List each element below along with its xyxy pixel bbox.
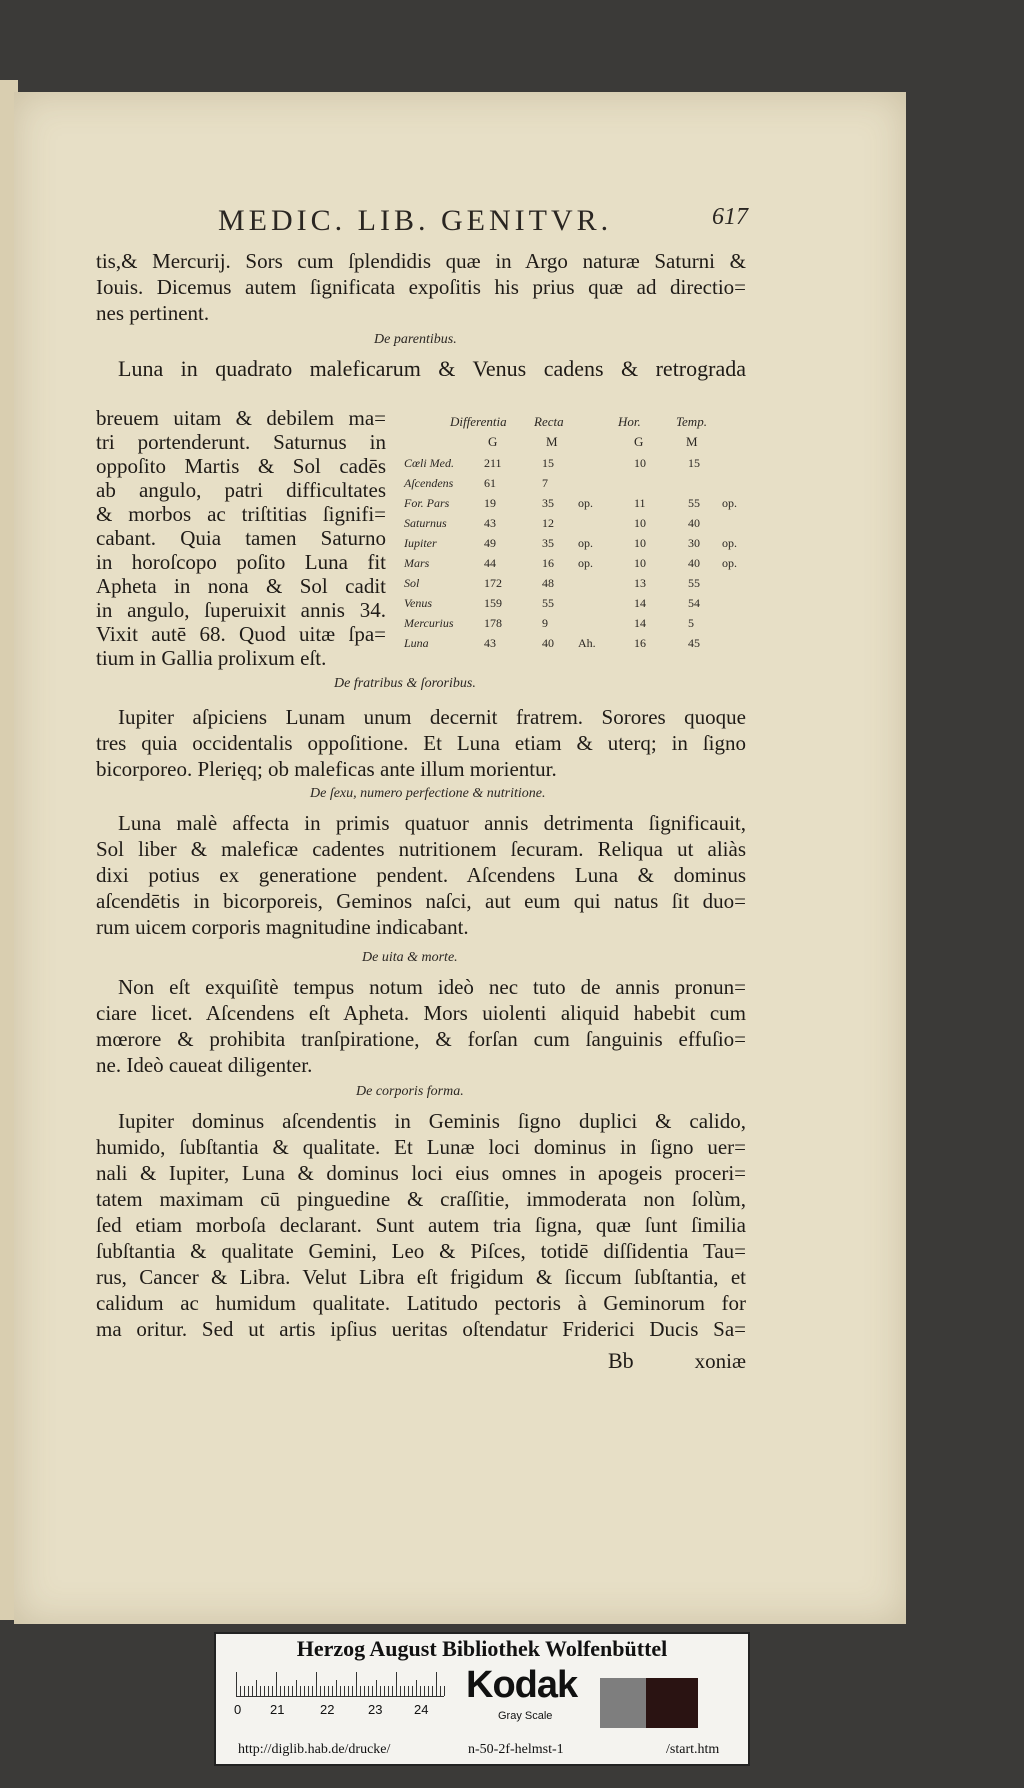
vita-paragraph xyxy=(96,974,746,1078)
table-row xyxy=(400,616,748,636)
table-cell: 19 xyxy=(484,496,496,510)
text-line: Luna in quadrato maleficarum & Venus cadens & retrograda xyxy=(118,356,746,381)
ruler-tick xyxy=(400,1686,401,1696)
table-header-temp: Temp. xyxy=(676,414,707,429)
ruler-tick xyxy=(244,1686,245,1696)
table-cell: 11 xyxy=(634,496,646,510)
ruler-tick xyxy=(436,1672,437,1696)
ruler-number: 23 xyxy=(368,1702,383,1717)
table-row xyxy=(400,496,748,516)
table-cell: 13 xyxy=(634,576,646,590)
text-line: Iupiter dominus aſcendentis in Geminis ſigno duplici & calido, xyxy=(118,1109,746,1133)
unit-label: M xyxy=(686,434,698,449)
ruler-tick xyxy=(296,1680,297,1696)
ruler-tick xyxy=(404,1686,405,1696)
text-line: Iupiter aſpiciens Lunam unum decernit fratrem. Sorores quoque xyxy=(118,705,746,729)
running-head xyxy=(218,204,748,238)
ruler-tick xyxy=(396,1672,397,1696)
table-cell: op. xyxy=(578,536,593,550)
ruler-tick xyxy=(336,1680,337,1696)
ruler-tick xyxy=(392,1686,393,1696)
text-line: Non eſt exquiſitè tempus notum ideò nec tuto de annis pronun= xyxy=(118,975,746,999)
text-line: tri portenderunt. Saturnus in xyxy=(96,430,386,454)
section-heading-fratribus: De fratribus & ſororibus. xyxy=(334,676,476,691)
gray-patch xyxy=(600,1678,646,1728)
text-line: in horoſcopo poſito Luna fit xyxy=(96,550,386,574)
table-cell: 55 xyxy=(688,496,700,510)
ruler-tick xyxy=(320,1686,321,1696)
page-number: 617 xyxy=(712,204,748,230)
text-line: rum uicem corporis magnitudine indicabant. xyxy=(96,915,469,939)
table-row xyxy=(400,476,748,496)
page-title: MEDIC. LIB. GENITVR. xyxy=(218,204,613,237)
text-line: in angulo, ſuperuixit annis 34. xyxy=(96,598,386,622)
table-cell: 10 xyxy=(634,516,646,530)
text-line: aſcendētis in bicorporeis, Geminos naſci, aut eum qui natus ſit duo= xyxy=(96,889,746,913)
table-cell: 43 xyxy=(484,636,496,650)
table-cell: Aſcendens xyxy=(404,476,454,490)
table-row xyxy=(400,456,748,476)
table-row xyxy=(400,556,748,576)
table-header-differentia: Differentia xyxy=(450,414,507,429)
table-row xyxy=(400,636,748,656)
table-header-recta: Recta xyxy=(534,414,564,429)
table-cell: Sol xyxy=(404,576,420,590)
ruler-tick xyxy=(412,1686,413,1696)
table-cell: 54 xyxy=(688,596,700,610)
library-name: Herzog August Bibliothek Wolfenbüttel xyxy=(296,1636,668,1661)
ruler-tick xyxy=(408,1686,409,1696)
text-line: ciare licet. Aſcendens eſt Apheta. Mors uiolenti aliquid habebit cum xyxy=(96,1001,746,1025)
text-line: nali & Iupiter, Luna & dominus loci eius omnes in apogeis proceri= xyxy=(96,1161,746,1185)
ruler-tick xyxy=(372,1686,373,1696)
ruler-tick xyxy=(260,1686,261,1696)
text-line: breuem uitam & debilem ma= xyxy=(96,406,386,430)
ruler-scale xyxy=(236,1670,444,1697)
text-line: ſubſtantia & qualitate Gemini, Leo & Piſces, totidē diſſidentia Tau= xyxy=(96,1239,746,1263)
section-heading-forma: De corporis forma. xyxy=(356,1084,464,1099)
text-line: ſed etiam morboſa declarant. Sunt autem tria ſigna, quæ ſunt ſimilia xyxy=(96,1213,746,1237)
intro-paragraph xyxy=(96,248,746,326)
ruler-tick xyxy=(428,1686,429,1696)
table-cell: 35 xyxy=(542,496,554,510)
ruler-tick xyxy=(288,1686,289,1696)
fratribus-paragraph xyxy=(96,704,746,782)
table-cell: op. xyxy=(722,536,737,550)
ruler-number: 22 xyxy=(320,1702,335,1717)
table-cell: op. xyxy=(722,496,737,510)
table-cell: 10 xyxy=(634,456,646,470)
table-cell: Saturnus xyxy=(404,516,447,530)
gray-scale-label: Gray Scale xyxy=(498,1710,553,1722)
ruler-number: 24 xyxy=(414,1702,429,1717)
table-cell: 15 xyxy=(688,456,700,470)
signature-mark: Bb xyxy=(608,1348,634,1373)
ruler-tick xyxy=(440,1686,441,1696)
text-line: tis,& Mercurij. Sors cum ſplendidis quæ in Argo naturæ Saturni & xyxy=(96,249,746,273)
table-cell: 61 xyxy=(484,476,496,490)
table-cell: 15 xyxy=(542,456,554,470)
table-cell: 7 xyxy=(542,476,548,490)
table-cell: Mars xyxy=(404,556,430,570)
ruler-tick xyxy=(360,1686,361,1696)
ruler-tick xyxy=(444,1686,445,1696)
table-cell: Cœli Med. xyxy=(404,456,454,470)
text-line: mœrore & prohibita tranſpiratione, & forſan cum ſanguinis effuſio= xyxy=(96,1027,746,1051)
ruler-tick xyxy=(292,1686,293,1696)
text-line: Luna malè affecta in primis quatuor annis detrimenta ſignificauit, xyxy=(118,811,746,835)
ruler-tick xyxy=(368,1686,369,1696)
table-cell: 172 xyxy=(484,576,502,590)
table-cell: For. Pars xyxy=(404,496,450,510)
unit-label: G xyxy=(488,434,498,449)
ruler-tick xyxy=(352,1686,353,1696)
text-line: tatem maximam cū pinguedine & craſſitie, immoderata non ſolùm, xyxy=(96,1187,746,1211)
table-row xyxy=(400,536,748,556)
ruler-tick xyxy=(424,1686,425,1696)
sexu-paragraph xyxy=(96,810,746,940)
table-cell: op. xyxy=(722,556,737,570)
text-line: ne. Ideò caueat diligenter. xyxy=(96,1053,313,1077)
ruler-tick xyxy=(240,1686,241,1696)
ruler-tick xyxy=(384,1686,385,1696)
ruler-number: 21 xyxy=(270,1702,285,1717)
table-cell: 30 xyxy=(688,536,700,550)
astrological-table xyxy=(400,414,748,664)
text-line: tium in Gallia prolixum eſt. xyxy=(96,646,327,670)
table-cell: 45 xyxy=(688,636,700,650)
ruler-tick xyxy=(264,1686,265,1696)
catchword: xoniæ xyxy=(694,1349,746,1373)
text-line: oppoſito Martis & Sol cadēs xyxy=(96,454,386,478)
text-line: Vixit autē 68. Quod uitæ ſpa= xyxy=(96,622,386,646)
ruler-tick xyxy=(420,1686,421,1696)
ruler-tick xyxy=(380,1686,381,1696)
table-cell: op. xyxy=(578,556,593,570)
table-row xyxy=(400,576,748,596)
table-cell: 14 xyxy=(634,616,646,630)
section-heading-sexu: De ſexu, numero perfectione & nutritione. xyxy=(310,786,546,801)
text-line: Apheta in nona & Sol cadit xyxy=(96,574,386,598)
ruler-tick xyxy=(316,1672,317,1696)
ruler-tick xyxy=(376,1680,377,1696)
ruler-tick xyxy=(308,1686,309,1696)
table-cell: Ah. xyxy=(578,636,596,650)
table-cell: Luna xyxy=(404,636,429,650)
table-cell: 14 xyxy=(634,596,646,610)
ruler-tick xyxy=(432,1686,433,1696)
section-heading-parentibus: De parentibus. xyxy=(374,332,457,347)
table-cell: 12 xyxy=(542,516,554,530)
text-line: Iouis. Dicemus autem ſignificata expoſitis his prius quæ ad directio= xyxy=(96,275,746,299)
ruler-tick xyxy=(276,1672,277,1696)
text-line: & morbos ac triſtitias ſignifi= xyxy=(96,502,386,526)
table-row xyxy=(400,516,748,536)
ruler-tick xyxy=(236,1672,237,1696)
catchword-row xyxy=(96,1348,746,1374)
table-cell: 10 xyxy=(634,556,646,570)
url-part: /start.htm xyxy=(666,1742,720,1757)
section-heading-vita: De uita & morte. xyxy=(362,950,458,965)
ruler-tick xyxy=(356,1672,357,1696)
text-line: Sol liber & maleficæ cadentes nutritionem ſecuram. Reliqua ut aliàs xyxy=(96,837,746,861)
ruler-tick xyxy=(332,1686,333,1696)
ruler-tick xyxy=(300,1686,301,1696)
parent-first-line xyxy=(96,356,746,382)
table-cell: Venus xyxy=(404,596,432,610)
ruler-tick xyxy=(344,1686,345,1696)
ruler-tick xyxy=(268,1686,269,1696)
ruler-tick xyxy=(312,1686,313,1696)
ruler-tick xyxy=(340,1686,341,1696)
table-cell: 16 xyxy=(542,556,554,570)
table-cell: op. xyxy=(578,496,593,510)
ruler-tick xyxy=(304,1686,305,1696)
text-line: tres quia occidentalis oppoſitione. Et Luna etiam & uterq; in ſigno xyxy=(96,731,746,755)
table-header-hor: Hor. xyxy=(618,414,641,429)
text-line: cabant. Quia tamen Saturno xyxy=(96,526,386,550)
forma-paragraph xyxy=(96,1108,746,1342)
unit-label: M xyxy=(546,434,558,449)
scan-color-target xyxy=(214,1632,750,1766)
ruler-tick xyxy=(348,1686,349,1696)
text-line: rus, Cancer & Libra. Velut Libra eſt frigidum & ſiccum ſubſtantia, et xyxy=(96,1265,746,1289)
table-cell: 40 xyxy=(542,636,554,650)
unit-label: G xyxy=(634,434,644,449)
dark-patch xyxy=(646,1678,698,1728)
table-cell: 159 xyxy=(484,596,502,610)
ruler-tick xyxy=(388,1686,389,1696)
url-part: n-50-2f-helmst-1 xyxy=(468,1742,564,1757)
table-cell: Mercurius xyxy=(404,616,454,630)
ruler-tick xyxy=(284,1686,285,1696)
table-cell: 40 xyxy=(688,516,700,530)
table-cell: 5 xyxy=(688,616,694,630)
table-cell: 10 xyxy=(634,536,646,550)
ruler-tick xyxy=(416,1680,417,1696)
text-line: dixi potius ex generatione pendent. Aſcendens Luna & dominus xyxy=(96,863,746,887)
text-line: ab angulo, patri difficultates xyxy=(96,478,386,502)
table-cell: 49 xyxy=(484,536,496,550)
table-cell: 48 xyxy=(542,576,554,590)
ruler-tick xyxy=(280,1686,281,1696)
table-cell: 55 xyxy=(542,596,554,610)
ruler-tick xyxy=(252,1686,253,1696)
table-row xyxy=(400,596,748,616)
ruler-tick xyxy=(324,1686,325,1696)
ruler-tick xyxy=(328,1686,329,1696)
text-line: calidum ac humidum qualitate. Latitudo pectoris à Geminorum for xyxy=(96,1291,746,1315)
text-line: nes pertinent. xyxy=(96,301,210,325)
ruler-number: 0 xyxy=(234,1702,242,1717)
url-part: http://diglib.hab.de/drucke/ xyxy=(238,1742,391,1757)
parent-left-column xyxy=(96,406,386,670)
table-cell: 35 xyxy=(542,536,554,550)
ruler-tick xyxy=(272,1686,273,1696)
table-cell: 55 xyxy=(688,576,700,590)
text-line: bicorporeo. Plerięq; ob maleficas ante illum morientur. xyxy=(96,757,557,781)
kodak-logo: Kodak xyxy=(466,1664,578,1706)
table-cell: 16 xyxy=(634,636,646,650)
ruler-tick xyxy=(248,1686,249,1696)
table-cell: 178 xyxy=(484,616,502,630)
ruler-tick xyxy=(364,1686,365,1696)
text-line: humido, ſubſtantia & qualitate. Et Lunæ loci dominus in ſigno uer= xyxy=(96,1135,746,1159)
table-cell: 40 xyxy=(688,556,700,570)
text-line: ma oritur. Sed ut artis ipſius ueritas oſtendatur Friderici Ducis Sa= xyxy=(96,1317,746,1341)
table-cell: 211 xyxy=(484,456,502,470)
table-cell: Iupiter xyxy=(404,536,437,550)
ruler-tick xyxy=(256,1680,257,1696)
table-cell: 44 xyxy=(484,556,496,570)
table-cell: 9 xyxy=(542,616,548,630)
table-cell: 43 xyxy=(484,516,496,530)
